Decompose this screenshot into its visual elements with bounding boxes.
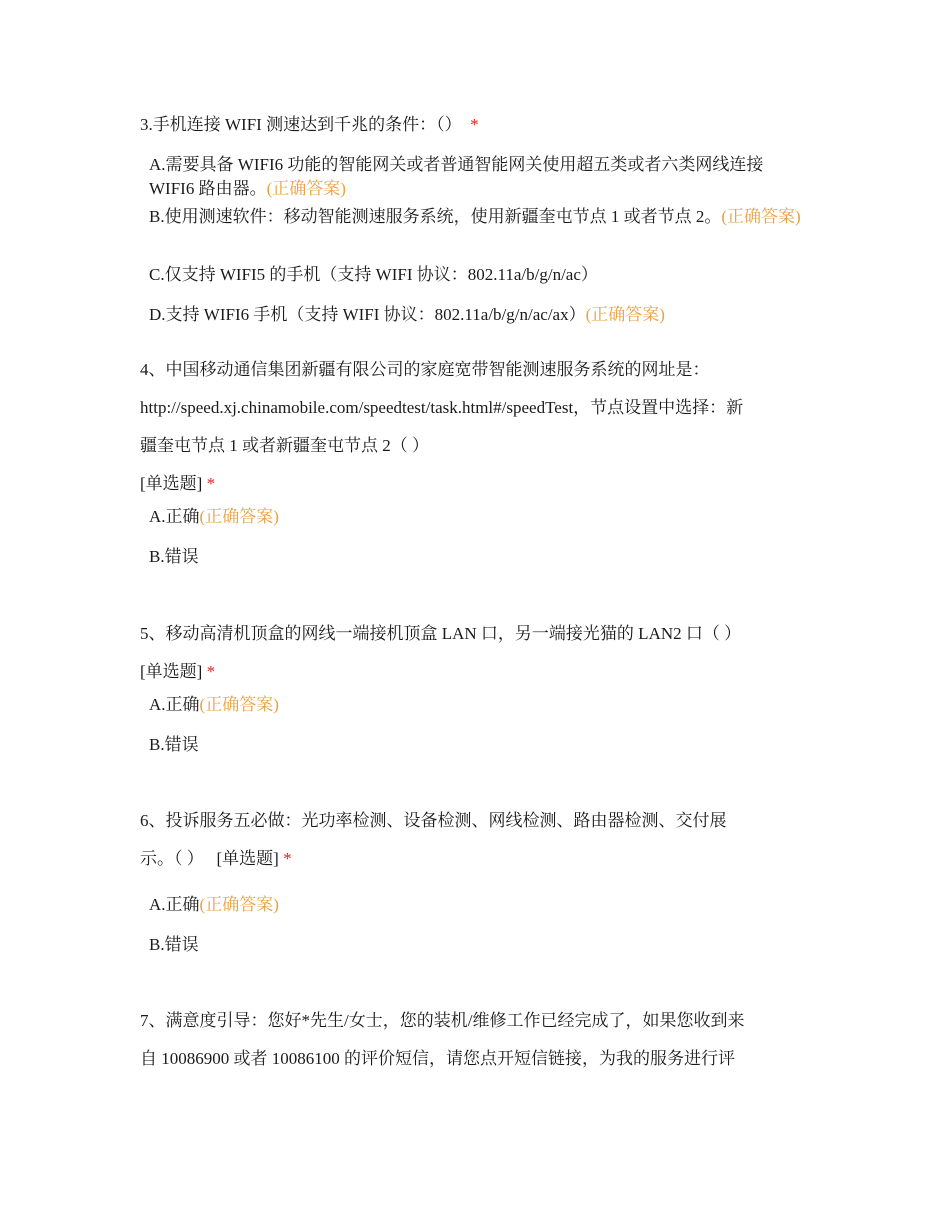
- correct-answer-label: (正确答案): [266, 179, 346, 198]
- q3-title: 3.手机连接 WIFI 测速达到千兆的条件：（） *: [140, 115, 479, 134]
- q5-type: [单选题] *: [140, 662, 216, 681]
- required-mark: *: [206, 474, 216, 493]
- q5-title: 5、移动高清机顶盒的网线一端接机顶盒 LAN 口，另一端接光猫的 LAN2 口（ ）: [140, 624, 742, 643]
- q4-title-line1: 4、中国移动通信集团新疆有限公司的家庭宽带智能测速服务系统的网址是：: [140, 360, 710, 379]
- q3-option-c[interactable]: C.仅支持 WIFI5 的手机（支持 WIFI 协议：802.11a/b/g/n/ac）: [149, 265, 598, 284]
- q7-title-line1: 7、满意度引导：您好*先生/女士，您的装机/维修工作已经完成了，如果您收到来: [140, 1011, 745, 1030]
- q3-option-a[interactable]: A.需要具备 WIFI6 功能的智能网关或者普通智能网关使用超五类或者六类网线连接 WIFI6 路由器。(正确答案): [149, 155, 764, 198]
- correct-answer-label: (正确答案): [199, 895, 279, 914]
- correct-answer-label: (正确答案): [199, 695, 279, 714]
- q5-option-b[interactable]: B.错误: [149, 735, 199, 754]
- q4-type: [单选题] *: [140, 474, 216, 493]
- correct-answer-label: (正确答案): [721, 207, 801, 226]
- q5-option-a[interactable]: A.正确(正确答案): [149, 695, 279, 714]
- correct-answer-label: (正确答案): [199, 507, 279, 526]
- q6-title-line1: 6、投诉服务五必做：光功率检测、设备检测、网线检测、路由器检测、交付展: [140, 811, 727, 830]
- q4-title-line2: http://speed.xj.chinamobile.com/speedtest/task.html#/speedTest，节点设置中选择：新: [140, 398, 744, 417]
- required-mark: *: [470, 115, 479, 134]
- required-mark: *: [206, 662, 216, 681]
- q3-option-d[interactable]: D.支持 WIFI6 手机（支持 WIFI 协议：802.11a/b/g/n/ac/ax）(正确答案): [149, 305, 665, 324]
- correct-answer-label: (正确答案): [585, 305, 665, 324]
- q4-option-a[interactable]: A.正确(正确答案): [149, 507, 279, 526]
- required-mark: *: [283, 849, 292, 868]
- q3-option-b[interactable]: B.使用测速软件：移动智能测速服务系统，使用新疆奎屯节点 1 或者节点 2。(正确答案): [149, 207, 801, 226]
- q6-option-b[interactable]: B.错误: [149, 935, 199, 954]
- q4-title-line3: 疆奎屯节点 1 或者新疆奎屯节点 2（ ）: [140, 436, 429, 455]
- q6-option-a[interactable]: A.正确(正确答案): [149, 895, 279, 914]
- q7-title-line2: 自 10086900 或者 10086100 的评价短信，请您点开短信链接，为我的服务进行评: [140, 1049, 735, 1068]
- q4-option-b[interactable]: B.错误: [149, 547, 199, 566]
- q6-title-line2: 示。（ ） [单选题] *: [140, 849, 292, 868]
